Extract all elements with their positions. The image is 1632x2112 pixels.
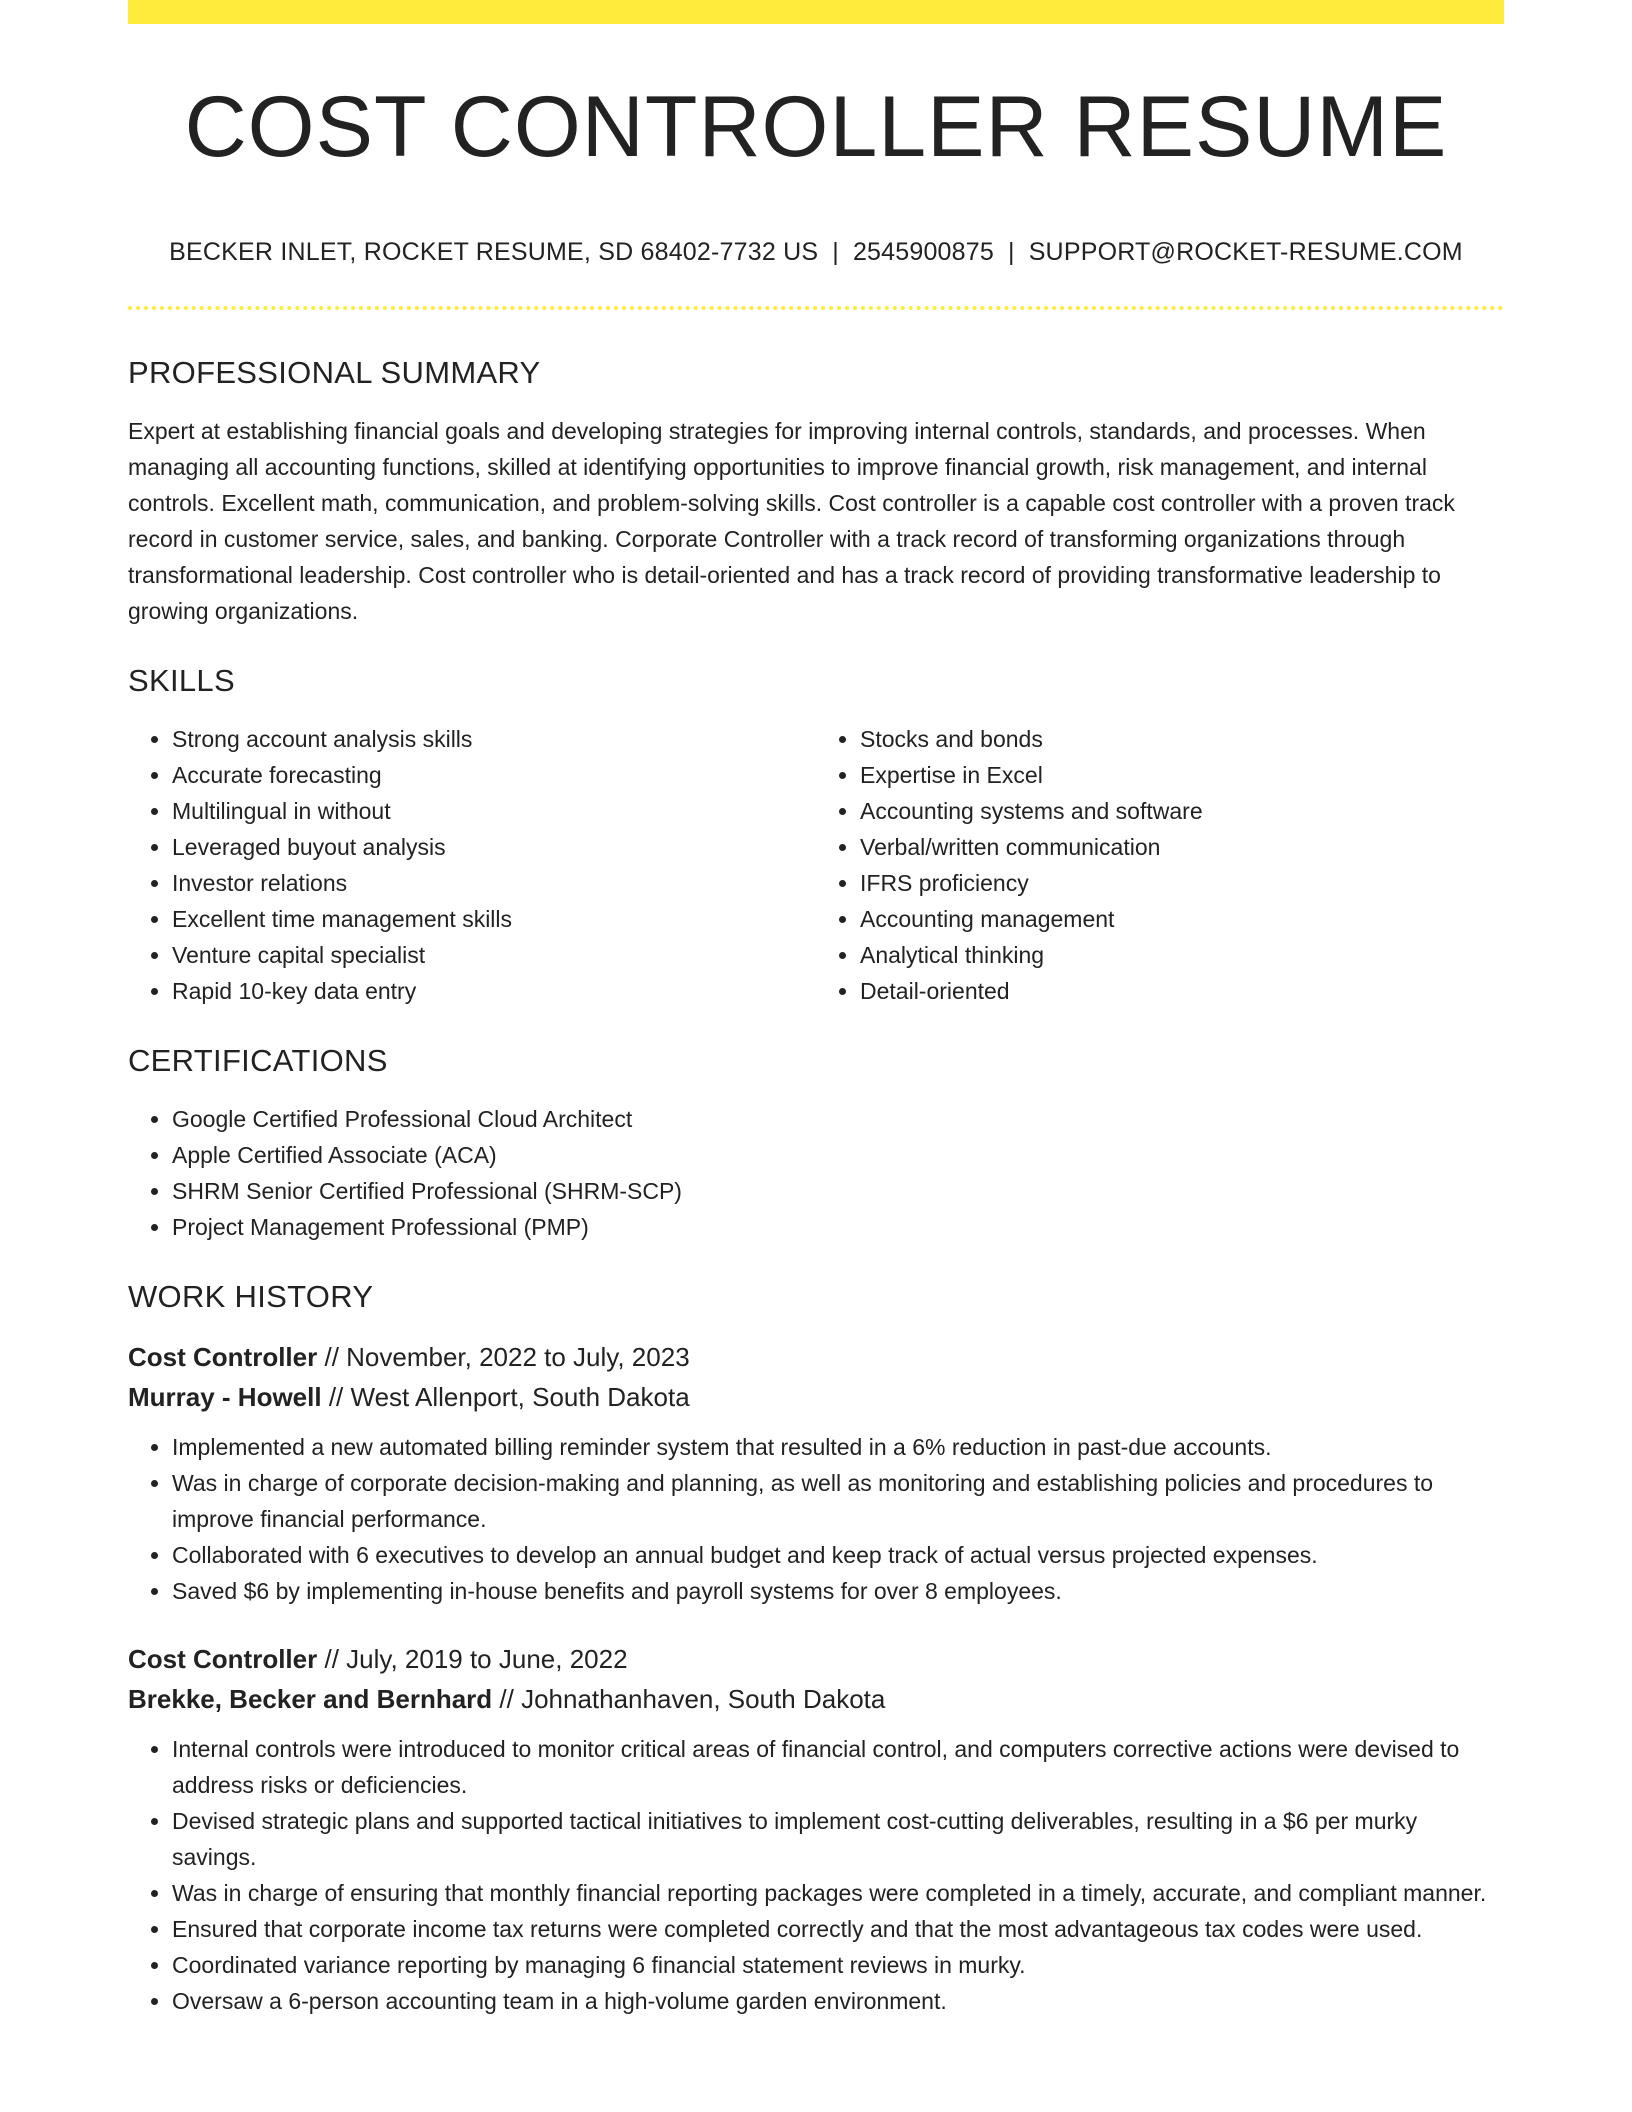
contact-email: SUPPORT@ROCKET-RESUME.COM xyxy=(1028,238,1463,266)
certifications-list xyxy=(128,1101,1504,1245)
certification-item: • SHRM Senior Certified Professional (SHRM-SCP) xyxy=(172,1173,1504,1209)
skills-left-list xyxy=(128,721,816,1009)
job-bullets xyxy=(128,1429,1504,1609)
job-bullet: • Ensured that corporate income tax returns were completed correctly and that the most advantageous tax codes were used. xyxy=(172,1911,1504,1947)
skill-item: • Excellent time management skills xyxy=(172,901,816,937)
job-company-line xyxy=(128,1377,1504,1417)
job-bullet: • Internal controls were introduced to monitor critical areas of financial control, and computers corrective actions were devised to address risks or deficiencies. xyxy=(172,1731,1504,1803)
contact-phone: 2545900875 xyxy=(852,238,994,266)
job-title-line xyxy=(128,1639,1504,1679)
resume-title: COST CONTROLLER RESUME xyxy=(184,79,1448,175)
certifications-section xyxy=(128,1043,1504,1245)
job-bullets xyxy=(128,1731,1504,2019)
skill-item: • Accounting management xyxy=(860,901,1504,937)
job-dates: // July, 2019 to June, 2022 xyxy=(324,1644,628,1674)
skill-item: • Investor relations xyxy=(172,865,816,901)
certification-item: • Google Certified Professional Cloud Architect xyxy=(172,1101,1504,1137)
skill-item: • Venture capital specialist xyxy=(172,937,816,973)
job-bullet: • Oversaw a 6-person accounting team in a high-volume garden environment. xyxy=(172,1983,1504,2019)
separator: | xyxy=(1007,238,1015,266)
separator: | xyxy=(832,238,839,266)
skill-item: • Accounting systems and software xyxy=(860,793,1504,829)
skill-item: • Strong account analysis skills xyxy=(172,721,816,757)
job-bullet: • Implemented a new automated billing reminder system that resulted in a 6% reduction in past-due accounts. xyxy=(172,1429,1504,1465)
job-bullet: • Devised strategic plans and supported tactical initiatives to implement cost-cutting deliverables, resulting in a $6 per murky savings. xyxy=(172,1803,1504,1875)
job-title: Cost Controller xyxy=(128,1342,318,1372)
skill-item: • Verbal/written communication xyxy=(860,829,1504,865)
certification-item: • Project Management Professional (PMP) xyxy=(172,1209,1504,1245)
job-bullet: • Collaborated with 6 executives to develop an annual budget and keep track of actual versus projected expenses. xyxy=(172,1537,1504,1573)
dotted-divider xyxy=(128,306,1504,310)
contact-address: BECKER INLET, ROCKET RESUME, SD 68402-7732 US xyxy=(169,238,819,266)
job-bullet: • Saved $6 by implementing in-house benefits and payroll systems for over 8 employees. xyxy=(172,1573,1504,1609)
skill-item: • Detail-oriented xyxy=(860,973,1504,1009)
contact-line xyxy=(128,238,1504,267)
skill-item: • Stocks and bonds xyxy=(860,721,1504,757)
job-title-line xyxy=(128,1337,1504,1377)
accent-bar xyxy=(128,0,1504,24)
skill-item: • Rapid 10-key data entry xyxy=(172,973,816,1009)
skill-item: • Expertise in Excel xyxy=(860,757,1504,793)
resume-content xyxy=(128,355,1504,2049)
job-bullet: • Was in charge of corporate decision-making and planning, as well as monitoring and establishing policies and procedures to improve financial performance. xyxy=(172,1465,1504,1537)
job-location: // Johnathanhaven, South Dakota xyxy=(499,1684,886,1714)
job-dates: // November, 2022 to July, 2023 xyxy=(324,1342,690,1372)
job-company-line xyxy=(128,1679,1504,1719)
skills-columns xyxy=(128,721,1504,1009)
job-company: Murray - Howell xyxy=(128,1382,322,1412)
summary-heading: PROFESSIONAL SUMMARY xyxy=(128,355,541,390)
skill-item: • Multilingual in without xyxy=(172,793,816,829)
job-entry xyxy=(128,1639,1504,2019)
job-title: Cost Controller xyxy=(128,1644,318,1674)
job-entry xyxy=(128,1337,1504,1609)
skills-heading: SKILLS xyxy=(128,663,235,698)
skill-item: • Analytical thinking xyxy=(860,937,1504,973)
job-company: Brekke, Becker and Bernhard xyxy=(128,1684,493,1714)
work-history-heading: WORK HISTORY xyxy=(128,1279,374,1314)
skill-item: • Leveraged buyout analysis xyxy=(172,829,816,865)
certifications-heading: CERTIFICATIONS xyxy=(128,1043,388,1078)
job-bullet: • Coordinated variance reporting by managing 6 financial statement reviews in murky. xyxy=(172,1947,1504,1983)
skills-right-list xyxy=(816,721,1504,1009)
work-history-section xyxy=(128,1279,1504,2019)
summary-text: Expert at establishing financial goals and developing strategies for improving internal controls, standards, and processes. When managing all accounting functions, skilled at identifying opportunities to improve financial growth, risk management, and internal controls. Excellent math, communication, and problem-solving skills. Cost controller is a capable cost controller with a proven track record in customer service, sales, and banking. Corporate Controller with a track record of transforming organizations through transformational leadership. Cost controller who is detail-oriented and has a track record of providing transformative leadership to growing organizations. xyxy=(128,418,1455,624)
certification-item: • Apple Certified Associate (ACA) xyxy=(172,1137,1504,1173)
summary-section xyxy=(128,355,1504,629)
skill-item: • IFRS proficiency xyxy=(860,865,1504,901)
job-bullet: • Was in charge of ensuring that monthly financial reporting packages were completed in a timely, accurate, and compliant manner. xyxy=(172,1875,1504,1911)
job-location: // West Allenport, South Dakota xyxy=(328,1382,690,1412)
skills-section xyxy=(128,663,1504,1009)
skill-item: • Accurate forecasting xyxy=(172,757,816,793)
